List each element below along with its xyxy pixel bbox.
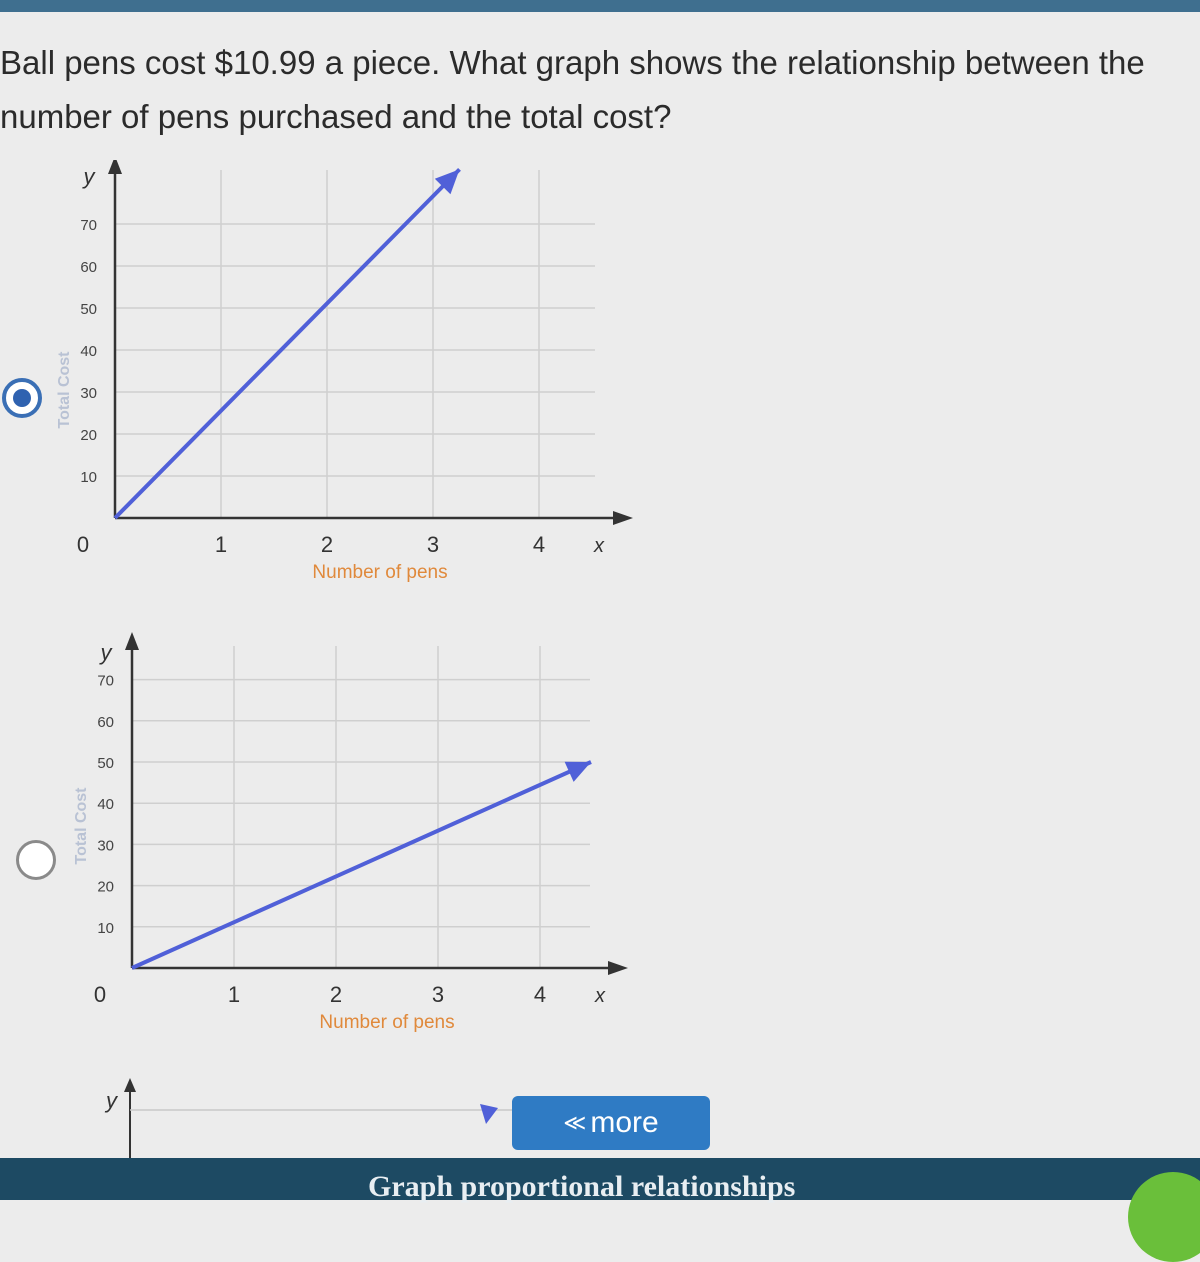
x-tick-label: 4 — [533, 982, 547, 1007]
y-axis-name: y — [83, 164, 95, 189]
x-axis-title: Number of pens — [319, 1012, 455, 1033]
y-axis-arrowhead — [124, 1078, 136, 1092]
y-tick-label: 10 — [97, 919, 114, 937]
y-tick-label: 30 — [97, 837, 114, 855]
chart-1 — [40, 160, 740, 610]
y-tick-label: 40 — [80, 343, 97, 360]
y-tick-label: 70 — [80, 217, 97, 234]
x-axis-arrowhead — [608, 961, 628, 975]
y-axis-arrowhead — [125, 632, 139, 650]
y-axis-title: Total Cost — [73, 787, 90, 865]
y-tick-label: 20 — [97, 878, 114, 896]
x-tick-label: 4 — [532, 532, 546, 557]
x-tick-label: 1 — [227, 982, 241, 1007]
x-axis-title: Number of pens — [312, 562, 448, 583]
y-tick-label: 30 — [80, 385, 97, 402]
x-axis-name: x — [595, 985, 605, 1007]
answer-radio-1[interactable] — [2, 378, 42, 418]
y-tick-label: 20 — [80, 427, 97, 444]
y-tick-label: 60 — [97, 713, 114, 731]
top-bar — [0, 0, 1200, 12]
more-button-label: more — [590, 1106, 659, 1139]
x-tick-label: 2 — [329, 982, 343, 1007]
y-tick-label: 60 — [80, 259, 97, 276]
y-axis-name: y — [100, 640, 112, 665]
y-tick-label: 40 — [97, 796, 114, 814]
y-axis-name: y — [106, 1088, 117, 1113]
origin-label: 0 — [93, 982, 107, 1007]
x-axis-name: x — [594, 535, 604, 557]
footer-title: Graph proportional relationships — [368, 1170, 796, 1203]
x-tick-label: 3 — [431, 982, 445, 1007]
answer-choice-2[interactable] — [0, 626, 720, 1046]
y-axis-title: Total Cost — [56, 351, 73, 429]
x-tick-label: 3 — [426, 532, 440, 557]
double-chevron-down-icon: ≪ — [563, 1110, 587, 1135]
chart-2 — [40, 626, 740, 1046]
x-tick-label: 1 — [214, 532, 228, 557]
question-text: Ball pens cost $10.99 a piece. What graph shows the relationship between the number of pens purchased and the total cost? — [0, 44, 1145, 135]
series-line — [115, 169, 460, 518]
more-button[interactable] — [512, 1096, 710, 1150]
y-tick-label: 50 — [97, 755, 114, 772]
y-tick-label: 50 — [80, 301, 97, 318]
y-tick-label: 10 — [80, 469, 97, 486]
origin-label: 0 — [76, 532, 90, 557]
y-axis-arrowhead — [108, 160, 122, 174]
y-tick-label: 70 — [97, 672, 114, 690]
x-tick-label: 2 — [320, 532, 334, 557]
x-axis-arrowhead — [613, 511, 633, 525]
answer-choice-1[interactable] — [0, 160, 720, 610]
series-arrowhead — [480, 1104, 498, 1124]
series-line — [132, 762, 591, 968]
